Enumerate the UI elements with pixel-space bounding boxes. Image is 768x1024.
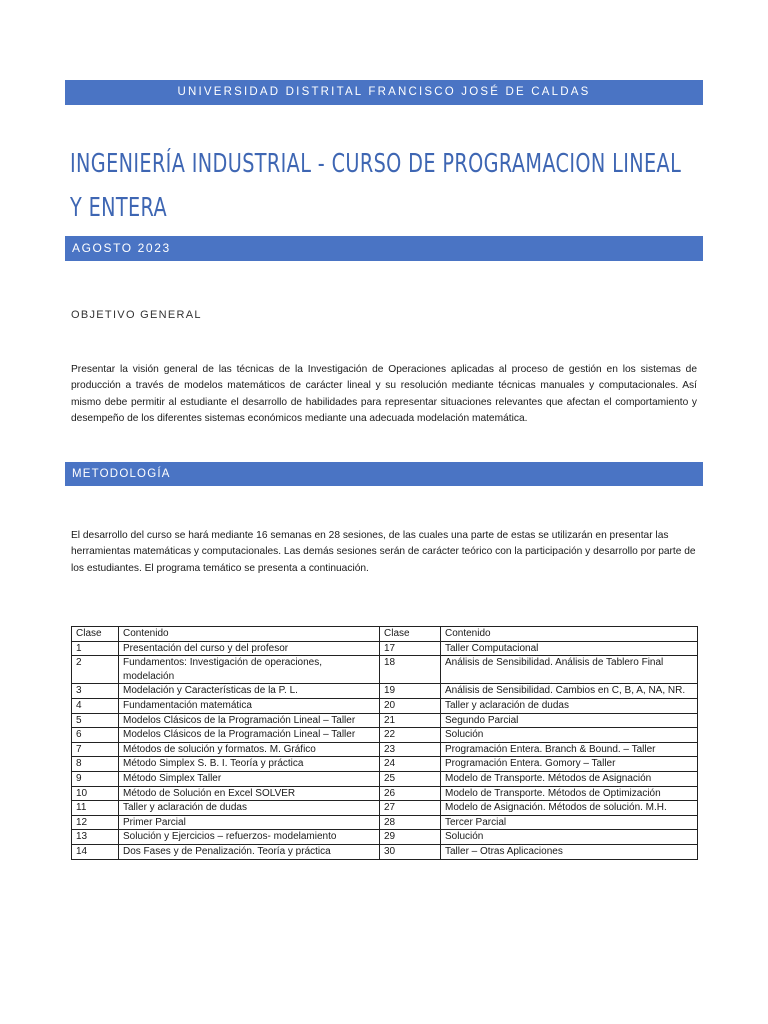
- cell-clase: 14: [72, 844, 119, 859]
- cell-contenido: Modelación y Características de la P. L.: [119, 684, 380, 699]
- cell-contenido: Análisis de Sensibilidad. Análisis de Tablero Final: [441, 656, 698, 684]
- cell-clase: 28: [380, 815, 441, 830]
- cell-clase: 24: [380, 757, 441, 772]
- table-row: [72, 771, 698, 786]
- table-row: [72, 728, 698, 743]
- document-title-line-1: INGENIERÍA INDUSTRIAL - CURSO DE PROGRAMACION LINEAL: [70, 149, 682, 179]
- cell-contenido: Métodos de solución y formatos. M. Gráfico: [119, 742, 380, 757]
- header-clase-2: Clase: [380, 627, 441, 642]
- cell-clase: 5: [72, 713, 119, 728]
- cell-clase: 26: [380, 786, 441, 801]
- cell-clase: 6: [72, 728, 119, 743]
- table-row: [72, 815, 698, 830]
- schedule-table: [71, 626, 698, 860]
- cell-contenido: Taller – Otras Aplicaciones: [441, 844, 698, 859]
- cell-contenido: Modelos Clásicos de la Programación Lineal – Taller: [119, 713, 380, 728]
- table-row: [72, 641, 698, 656]
- cell-contenido: Taller y aclaración de dudas: [441, 698, 698, 713]
- objetivo-heading: OBJETIVO GENERAL: [71, 309, 202, 321]
- cell-clase: 21: [380, 713, 441, 728]
- cell-contenido: Método Simplex S. B. I. Teoría y práctica: [119, 757, 380, 772]
- table-row: [72, 801, 698, 816]
- cell-contenido: Análisis de Sensibilidad. Cambios en C, B, A, NA, NR.: [441, 684, 698, 699]
- table-row: [72, 786, 698, 801]
- cell-clase: 17: [380, 641, 441, 656]
- cell-contenido: Modelos Clásicos de la Programación Lineal – Taller: [119, 728, 380, 743]
- metodologia-paragraph: El desarrollo del curso se hará mediante 16 semanas en 28 sesiones, de las cuales una parte de estas se utilizarán en presentar las herramientas matemáticas y computacionales. Las demás sesiones serán de carácter teórico con la participación y desarrollo por parte de los estudiantes. El programa temático se presenta a continuación.: [71, 530, 696, 574]
- cell-clase: 9: [72, 771, 119, 786]
- cell-contenido: Solución: [441, 830, 698, 845]
- date-banner: [65, 236, 703, 261]
- document-title-line-2: Y ENTERA: [70, 193, 168, 223]
- cell-clase: 2: [72, 656, 119, 684]
- cell-contenido: Método Simplex Taller: [119, 771, 380, 786]
- cell-contenido: Fundamentos: Investigación de operaciones, modelación: [119, 656, 380, 684]
- metodologia-heading: METODOLOGÍA: [72, 468, 171, 480]
- schedule-header-row: [72, 627, 698, 642]
- table-row: [72, 830, 698, 845]
- university-banner: [65, 80, 703, 105]
- cell-clase: 1: [72, 641, 119, 656]
- cell-clase: 22: [380, 728, 441, 743]
- cell-clase: 27: [380, 801, 441, 816]
- cell-contenido: Programación Entera. Gomory – Taller: [441, 757, 698, 772]
- cell-contenido: Método de Solución en Excel SOLVER: [119, 786, 380, 801]
- header-clase-1: Clase: [72, 627, 119, 642]
- cell-clase: 8: [72, 757, 119, 772]
- cell-contenido: Solución: [441, 728, 698, 743]
- cell-contenido: Solución y Ejercicios – refuerzos- modelamiento: [119, 830, 380, 845]
- cell-contenido: Programación Entera. Branch & Bound. – Taller: [441, 742, 698, 757]
- cell-clase: 12: [72, 815, 119, 830]
- cell-clase: 11: [72, 801, 119, 816]
- table-row: [72, 713, 698, 728]
- table-row: [72, 742, 698, 757]
- table-row: [72, 698, 698, 713]
- cell-contenido: Fundamentación matemática: [119, 698, 380, 713]
- document-title: [70, 142, 710, 230]
- cell-contenido: Dos Fases y de Penalización. Teoría y práctica: [119, 844, 380, 859]
- cell-contenido: Presentación del curso y del profesor: [119, 641, 380, 656]
- table-row: [72, 684, 698, 699]
- cell-contenido: Tercer Parcial: [441, 815, 698, 830]
- cell-contenido: Taller y aclaración de dudas: [119, 801, 380, 816]
- cell-clase: 3: [72, 684, 119, 699]
- header-contenido-2: Contenido: [441, 627, 698, 642]
- cell-clase: 19: [380, 684, 441, 699]
- cell-clase: 30: [380, 844, 441, 859]
- cell-clase: 25: [380, 771, 441, 786]
- cell-contenido: Segundo Parcial: [441, 713, 698, 728]
- cell-clase: 7: [72, 742, 119, 757]
- cell-clase: 29: [380, 830, 441, 845]
- cell-contenido: Taller Computacional: [441, 641, 698, 656]
- cell-clase: 10: [72, 786, 119, 801]
- cell-contenido: Modelo de Transporte. Métodos de Asignación: [441, 771, 698, 786]
- cell-contenido: Primer Parcial: [119, 815, 380, 830]
- schedule-body: [72, 641, 698, 859]
- document-date: AGOSTO 2023: [72, 241, 171, 255]
- cell-clase: 20: [380, 698, 441, 713]
- cell-contenido: Modelo de Transporte. Métodos de Optimización: [441, 786, 698, 801]
- table-row: [72, 757, 698, 772]
- university-name: UNIVERSIDAD DISTRITAL FRANCISCO JOSÉ DE CALDAS: [177, 86, 591, 98]
- cell-clase: 23: [380, 742, 441, 757]
- cell-clase: 18: [380, 656, 441, 684]
- cell-clase: 13: [72, 830, 119, 845]
- table-row: [72, 844, 698, 859]
- cell-clase: 4: [72, 698, 119, 713]
- cell-contenido: Modelo de Asignación. Métodos de solución. M.H.: [441, 801, 698, 816]
- objetivo-paragraph: Presentar la visión general de las técnicas de la Investigación de Operaciones aplicadas al proceso de gestión en los sistemas de producción a través de modelos matemáticos de carácter lineal y su resolución mediante técnicas manuales y computacionales. Así mismo debe permitir al estudiante el desarrollo de habilidades para representar situaciones relevantes que afectan el comportamiento y desempeño de los diferentes sistemas económicos mediante una adecuada modelación matemática.: [71, 364, 697, 425]
- table-row: [72, 656, 698, 684]
- header-contenido-1: Contenido: [119, 627, 380, 642]
- metodologia-banner: [65, 462, 703, 486]
